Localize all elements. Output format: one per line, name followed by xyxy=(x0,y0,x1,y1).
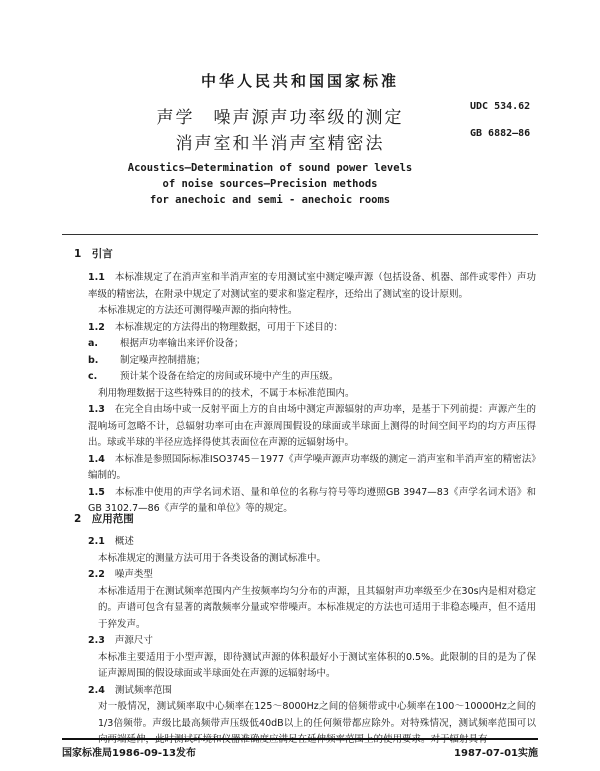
footer-divider xyxy=(62,738,538,740)
standard-header: 中华人民共和国国家标准 xyxy=(200,72,399,90)
clause-2-4-text: 对一般情况，测试频率取中心频率在125～8000Hz之间的倍频带或中心频率在100～10000Hz之间的1/3倍频带。声级比最高频带声压级低40dB以上的任何频带都应除外。对特殊情况，测试频率范围可以向两端延伸，此时测试环境和仪器准确度应满足在延伸频率范围上的使用要求。对于辐射具有 xyxy=(98,701,536,745)
list-item: b. 制定噪声控制措施； xyxy=(88,354,206,366)
clause-1-2: 1.2 本标准规定的方法得出的物理数据，可用于下述目的： xyxy=(88,321,343,333)
section-2-heading: 2 应用范围 xyxy=(74,513,134,525)
clause-1-5: 1.5 本标准中使用的声学名词术语、量和单位的名称与符号等均遵照GB 3947—83《声学名词术语》和GB 3102.7—86《声学的量和单位》等的规定。 xyxy=(88,486,536,514)
effective-date: 1987-07-01实施 xyxy=(454,748,538,759)
title-cn-line2: 消声室和半消声室精密法 xyxy=(175,134,385,154)
list-item: a. 根据声功率输出来评价设备； xyxy=(88,338,244,349)
title-en-line1: Acoustics—Determination of sound power levels xyxy=(127,162,413,174)
section-2-body xyxy=(74,534,536,749)
clause-1-1: 1.1 本标准规定了在消声室和半消声室的专用测试室中测定噪声源（包括设备、机器、部件或零件）声功率级的精密法，在附录中规定了对测试室的要求和鉴定程序，还给出了测试室的设计原则。 xyxy=(88,272,536,300)
clause-2-2-text: 本标准适用于在测试频率范围内产生按频率均匀分布的声源，且其辐射声功率级至少在30s内是相对稳定的。声谱可包含有显著的离散频率分量或窄带噪声。本标准规定的方法也可适用于非稳态噪声，但不适用于猝发声。 xyxy=(98,585,536,630)
list-item: c. 预计某个设备在给定的房间或环境中产生的声压级。 xyxy=(88,371,339,382)
clause-2-3-text: 本标准主要适用于小型声源，即待测试声源的体积最好小于测试室体积的0.5%。此限制的目的是为了保证声源周围的假设球面或半球面处在声源的远辐射场中。 xyxy=(98,651,536,679)
header-divider xyxy=(62,234,538,235)
clause-2-2-title: 2.2 噪声类型 xyxy=(88,569,153,580)
clause-2-3-title: 2.3 声源尺寸 xyxy=(88,635,153,646)
clause-1-2-note: 利用物理数据于这些特殊目的的技术，不属于本标准范围内。 xyxy=(98,387,355,399)
section-1-body xyxy=(74,270,536,518)
title-en-line2: of noise sources—Precision methods xyxy=(162,178,378,190)
udc-code: UDC 534.62 xyxy=(470,101,531,112)
section-1-heading: 1 引言 xyxy=(74,248,113,260)
issued-date: 国家标准局1986-09-13发布 xyxy=(62,748,196,759)
title-cn-line1: 声学 噪声源声功率级的测定 xyxy=(156,108,404,128)
gb-code: GB 6882—86 xyxy=(470,128,531,139)
clause-2-4-title: 2.4 测试频率范围 xyxy=(88,684,172,696)
clause-2-1-text: 本标准规定的测量方法可用于各类设备的测试标准中。 xyxy=(98,552,327,564)
title-en-line3: for anechoic and semi - anechoic rooms xyxy=(149,194,391,206)
clause-2-1-title: 2.1 概述 xyxy=(88,536,134,547)
clause-1-1-note: 本标准规定的方法还可测得噪声源的指向特性。 xyxy=(98,305,298,316)
clause-1-3: 1.3 在完全自由场中或一反射平面上方的自由场中测定声源辐射的声功率，是基于下列前提：声源产生的混响场可忽略不计，总辐射功率可由在声源周围假设的球面或半球面上测得的时间空间平均的均方声压得出。球或半球的半径应选择得使其表面位在声源的远辐射场中。 xyxy=(88,404,536,448)
clause-1-4: 1.4 本标准是参照国际标准ISO3745－1977《声学噪声源声功率级的测定－消声室和半消声室的精密法》编制的。 xyxy=(88,453,536,481)
